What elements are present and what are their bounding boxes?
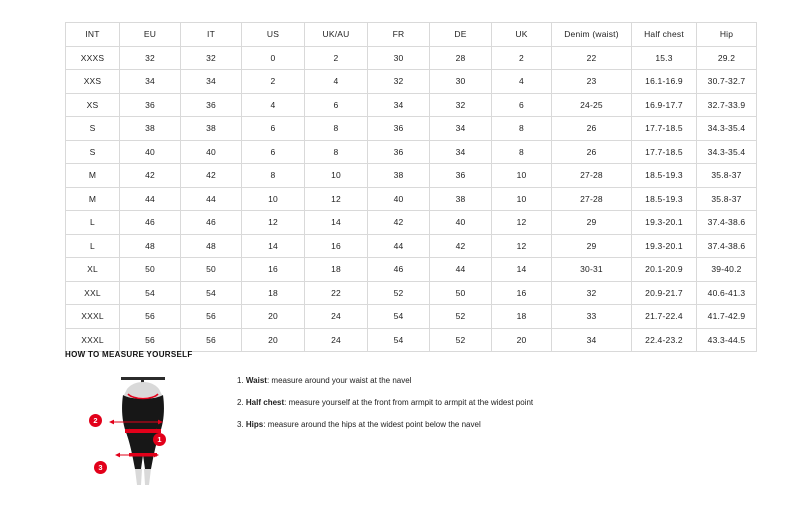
cell-us: 18 (242, 281, 305, 305)
cell-int: XXXL (66, 305, 120, 329)
note-hips (237, 419, 533, 430)
cell-half-chest: 18.5-19.3 (632, 187, 697, 211)
cell-half-chest: 17.7-18.5 (632, 140, 697, 164)
cell-hip: 35.8-37 (697, 187, 757, 211)
cell-it: 46 (181, 211, 242, 235)
cell-uk-au: 18 (305, 258, 368, 282)
cell-int: M (66, 187, 120, 211)
note-term-half-chest: Half chest (245, 398, 285, 407)
cell-us: 16 (242, 258, 305, 282)
column-header-us: US (242, 23, 305, 47)
cell-it: 56 (181, 305, 242, 329)
cell-fr: 42 (368, 211, 430, 235)
table-row (66, 305, 757, 329)
cell-half-chest: 18.5-19.3 (632, 164, 697, 188)
how-to-measure-title: HOW TO MEASURE YOURSELF (65, 350, 193, 359)
note-text-hips: : measure around the hips at the widest point below the navel (263, 420, 481, 429)
cell-eu: 44 (120, 187, 181, 211)
cell-fr: 54 (368, 328, 430, 352)
cell-half-chest: 17.7-18.5 (632, 117, 697, 141)
cell-de: 30 (430, 70, 492, 94)
table-body (66, 46, 757, 352)
cell-de: 32 (430, 93, 492, 117)
cell-hip: 37.4-38.6 (697, 234, 757, 258)
note-number-waist: 1. (237, 376, 244, 385)
cell-us: 6 (242, 117, 305, 141)
cell-us: 4 (242, 93, 305, 117)
cell-de: 38 (430, 187, 492, 211)
column-header-eu: EU (120, 23, 181, 47)
cell-uk: 18 (492, 305, 552, 329)
table-row (66, 164, 757, 188)
cell-fr: 36 (368, 117, 430, 141)
cell-uk: 8 (492, 117, 552, 141)
table-row (66, 281, 757, 305)
cell-it: 54 (181, 281, 242, 305)
cell-us: 14 (242, 234, 305, 258)
cell-half-chest: 22.4-23.2 (632, 328, 697, 352)
table-row (66, 117, 757, 141)
cell-int: XL (66, 258, 120, 282)
cell-it: 48 (181, 234, 242, 258)
cell-uk: 2 (492, 46, 552, 70)
cell-half-chest: 19.3-20.1 (632, 234, 697, 258)
column-header-denim-waist: Denim (waist) (552, 23, 632, 47)
cell-half-chest: 15.3 (632, 46, 697, 70)
cell-uk: 10 (492, 164, 552, 188)
measurement-figure (65, 367, 215, 487)
column-header-fr: FR (368, 23, 430, 47)
cell-us: 10 (242, 187, 305, 211)
column-header-it: IT (181, 23, 242, 47)
size-chart-container (65, 22, 746, 352)
cell-it: 44 (181, 187, 242, 211)
cell-uk: 20 (492, 328, 552, 352)
cell-int: M (66, 164, 120, 188)
table-row (66, 93, 757, 117)
cell-eu: 36 (120, 93, 181, 117)
cell-uk-au: 10 (305, 164, 368, 188)
column-header-uk-au: UK/AU (305, 23, 368, 47)
cell-uk-au: 24 (305, 328, 368, 352)
cell-uk-au: 6 (305, 93, 368, 117)
cell-denim-waist: 22 (552, 46, 632, 70)
column-header-half-chest: Half chest (632, 23, 697, 47)
cell-int: S (66, 117, 120, 141)
column-header-hip: Hip (697, 23, 757, 47)
cell-it: 42 (181, 164, 242, 188)
cell-it: 50 (181, 258, 242, 282)
cell-int: L (66, 234, 120, 258)
cell-de: 52 (430, 305, 492, 329)
cell-eu: 50 (120, 258, 181, 282)
cell-uk: 16 (492, 281, 552, 305)
table-header-row (66, 23, 757, 47)
cell-uk-au: 16 (305, 234, 368, 258)
cell-uk: 12 (492, 211, 552, 235)
note-text-half-chest: : measure yourself at the front from armpit to armpit at the widest point (284, 398, 534, 407)
cell-fr: 36 (368, 140, 430, 164)
cell-fr: 30 (368, 46, 430, 70)
cell-fr: 44 (368, 234, 430, 258)
cell-de: 44 (430, 258, 492, 282)
cell-int: XXL (66, 281, 120, 305)
table-row (66, 258, 757, 282)
cell-de: 34 (430, 117, 492, 141)
badge-half-chest: 2 (89, 414, 102, 427)
cell-de: 52 (430, 328, 492, 352)
table-row (66, 211, 757, 235)
cell-int: XXXS (66, 46, 120, 70)
cell-us: 8 (242, 164, 305, 188)
cell-hip: 41.7-42.9 (697, 305, 757, 329)
cell-denim-waist: 23 (552, 70, 632, 94)
note-text-waist: : measure around your waist at the navel (266, 376, 412, 385)
cell-uk-au: 2 (305, 46, 368, 70)
badge-waist: 1 (153, 433, 166, 446)
table-row (66, 140, 757, 164)
cell-hip: 34.3-35.4 (697, 140, 757, 164)
table-row (66, 46, 757, 70)
cell-us: 6 (242, 140, 305, 164)
mannequin-illustration-icon (65, 367, 215, 487)
cell-fr: 32 (368, 70, 430, 94)
cell-uk-au: 4 (305, 70, 368, 94)
cell-denim-waist: 29 (552, 211, 632, 235)
size-chart-table (65, 22, 757, 352)
cell-eu: 34 (120, 70, 181, 94)
cell-fr: 40 (368, 187, 430, 211)
note-number-half-chest: 2. (237, 398, 244, 407)
cell-eu: 54 (120, 281, 181, 305)
cell-uk: 4 (492, 70, 552, 94)
cell-uk-au: 14 (305, 211, 368, 235)
table-row (66, 234, 757, 258)
cell-fr: 52 (368, 281, 430, 305)
cell-us: 12 (242, 211, 305, 235)
cell-hip: 37.4-38.6 (697, 211, 757, 235)
cell-hip: 29.2 (697, 46, 757, 70)
cell-eu: 32 (120, 46, 181, 70)
cell-it: 38 (181, 117, 242, 141)
cell-half-chest: 20.9-21.7 (632, 281, 697, 305)
note-number-hips: 3. (237, 420, 244, 429)
cell-denim-waist: 32 (552, 281, 632, 305)
how-to-measure-section (65, 350, 745, 487)
cell-hip: 43.3-44.5 (697, 328, 757, 352)
cell-uk-au: 22 (305, 281, 368, 305)
cell-half-chest: 19.3-20.1 (632, 211, 697, 235)
cell-fr: 54 (368, 305, 430, 329)
cell-uk-au: 12 (305, 187, 368, 211)
cell-hip: 30.7-32.7 (697, 70, 757, 94)
cell-eu: 42 (120, 164, 181, 188)
cell-de: 34 (430, 140, 492, 164)
cell-fr: 38 (368, 164, 430, 188)
cell-it: 56 (181, 328, 242, 352)
cell-it: 32 (181, 46, 242, 70)
cell-int: XS (66, 93, 120, 117)
cell-de: 50 (430, 281, 492, 305)
cell-uk-au: 8 (305, 117, 368, 141)
cell-denim-waist: 26 (552, 117, 632, 141)
cell-denim-waist: 29 (552, 234, 632, 258)
table-row (66, 187, 757, 211)
cell-us: 20 (242, 305, 305, 329)
cell-int: XXS (66, 70, 120, 94)
cell-hip: 32.7-33.9 (697, 93, 757, 117)
cell-de: 42 (430, 234, 492, 258)
cell-us: 20 (242, 328, 305, 352)
cell-half-chest: 21.7-22.4 (632, 305, 697, 329)
cell-it: 34 (181, 70, 242, 94)
cell-eu: 56 (120, 328, 181, 352)
note-term-waist: Waist (245, 376, 267, 385)
cell-eu: 46 (120, 211, 181, 235)
cell-int: S (66, 140, 120, 164)
cell-half-chest: 20.1-20.9 (632, 258, 697, 282)
cell-int: L (66, 211, 120, 235)
cell-us: 0 (242, 46, 305, 70)
cell-it: 40 (181, 140, 242, 164)
cell-denim-waist: 27-28 (552, 164, 632, 188)
column-header-de: DE (430, 23, 492, 47)
cell-fr: 34 (368, 93, 430, 117)
cell-hip: 40.6-41.3 (697, 281, 757, 305)
note-term-hips: Hips (245, 420, 264, 429)
cell-uk: 10 (492, 187, 552, 211)
cell-eu: 38 (120, 117, 181, 141)
table-row (66, 70, 757, 94)
cell-denim-waist: 34 (552, 328, 632, 352)
cell-eu: 56 (120, 305, 181, 329)
cell-int: XXXL (66, 328, 120, 352)
cell-hip: 35.8-37 (697, 164, 757, 188)
badge-hips: 3 (94, 461, 107, 474)
cell-denim-waist: 33 (552, 305, 632, 329)
column-header-int: INT (66, 23, 120, 47)
cell-uk: 8 (492, 140, 552, 164)
cell-eu: 40 (120, 140, 181, 164)
cell-uk: 14 (492, 258, 552, 282)
how-to-measure-body (65, 367, 745, 487)
measurement-notes (237, 375, 533, 441)
cell-hip: 34.3-35.4 (697, 117, 757, 141)
cell-half-chest: 16.9-17.7 (632, 93, 697, 117)
cell-uk: 6 (492, 93, 552, 117)
cell-us: 2 (242, 70, 305, 94)
cell-denim-waist: 26 (552, 140, 632, 164)
table-row (66, 328, 757, 352)
note-waist (237, 375, 533, 386)
cell-uk-au: 24 (305, 305, 368, 329)
cell-it: 36 (181, 93, 242, 117)
cell-half-chest: 16.1-16.9 (632, 70, 697, 94)
cell-uk-au: 8 (305, 140, 368, 164)
cell-denim-waist: 30-31 (552, 258, 632, 282)
cell-hip: 39-40.2 (697, 258, 757, 282)
note-half-chest (237, 397, 533, 408)
cell-uk: 12 (492, 234, 552, 258)
column-header-uk: UK (492, 23, 552, 47)
cell-denim-waist: 24-25 (552, 93, 632, 117)
cell-fr: 46 (368, 258, 430, 282)
cell-denim-waist: 27-28 (552, 187, 632, 211)
cell-de: 36 (430, 164, 492, 188)
cell-eu: 48 (120, 234, 181, 258)
cell-de: 28 (430, 46, 492, 70)
cell-de: 40 (430, 211, 492, 235)
